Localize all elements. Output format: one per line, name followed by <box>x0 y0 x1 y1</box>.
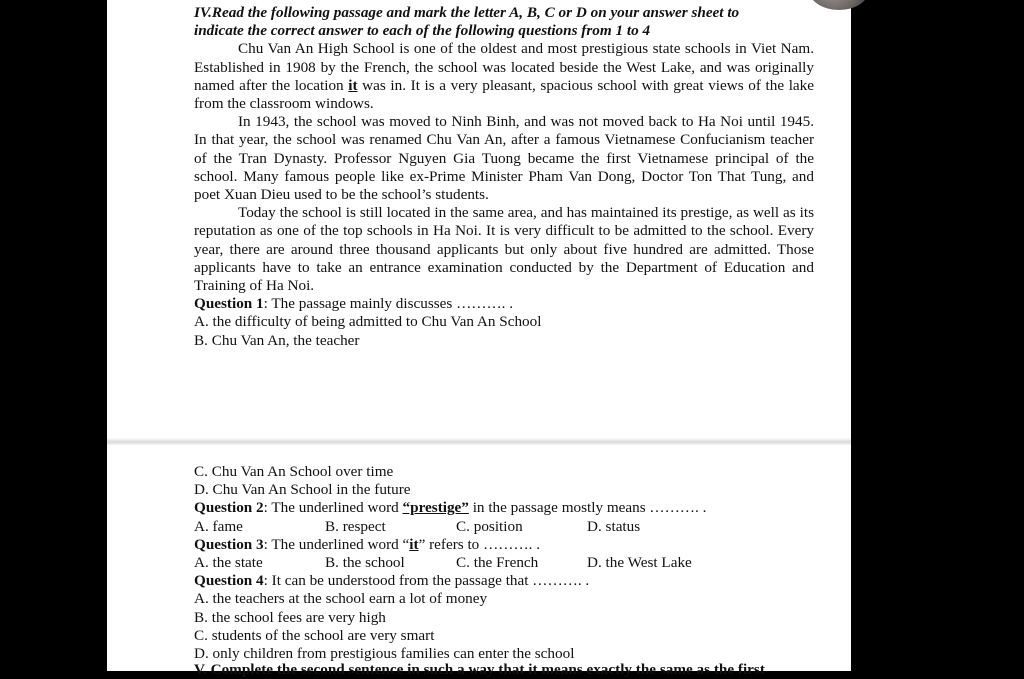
question-2-label: Question 2 <box>194 499 264 517</box>
question-1-label: Question 1 <box>194 295 264 313</box>
question-3: Question 3: The underlined word “it” refers to ………. . <box>194 535 541 553</box>
question-4: Question 4: It can be understood from the passage that ………. . <box>194 572 590 590</box>
q2-options <box>194 518 814 536</box>
q3-options <box>194 554 814 572</box>
page-1-content <box>194 4 814 350</box>
page-2-content <box>194 463 814 663</box>
underlined-prestige: “prestige” <box>402 499 469 517</box>
q2-option-a[interactable]: A. fame <box>194 517 243 535</box>
passage-paragraph-3: Today the school is still located in the same area, and has maintained its prestige, as well as its reputation as one of the top schools in Ha Noi. It is very difficult to be admitted to the school. Every year, there are around three thousand applicants but only about five hundred are admitted. Those applicants have to take an entrance examination conducted by the Department of Education and Training of Ha Noi. <box>194 204 814 295</box>
question-4-label: Question 4 <box>194 572 264 590</box>
question-2: Question 2: The underlined word “prestige” in the passage mostly means ………. . <box>194 499 707 517</box>
underlined-it-q3: it <box>409 535 419 553</box>
question-3-label: Question 3 <box>194 535 264 553</box>
q2-option-b[interactable]: B. respect <box>325 517 386 535</box>
q3-option-d[interactable]: D. the West Lake <box>587 554 692 572</box>
corner-decoration <box>809 0 869 10</box>
q3-option-a[interactable]: A. the state <box>194 554 263 572</box>
passage-paragraph-1: Chu Van An High School is one of the oldest and most prestigious state schools in Viet Nam. Established in 1908 by the French, the school was located beside the West Lake, and was originally named after the location it was in. It is a very pleasant, spacious school with great views of the lake from the classroom windows. <box>194 40 814 113</box>
q1-option-c[interactable]: C. Chu Van An School over time <box>194 463 394 480</box>
q2-option-c[interactable]: C. position <box>456 517 523 535</box>
next-section-header-partial: V. Complete the second sentence in such a way that it means exactly the same as the first <box>194 661 765 678</box>
q1-option-d[interactable]: D. Chu Van An School in the future <box>194 481 411 499</box>
underlined-it: it <box>348 76 358 94</box>
section-header-line-1: IV.Read the following passage and mark the letter A, B, C or D on your answer sheet to <box>194 4 740 21</box>
question-1: Question 1: The passage mainly discusses ………. . <box>194 295 514 313</box>
document-page-2 <box>107 445 851 678</box>
document-page-1 <box>107 0 851 440</box>
q4-option-a[interactable]: A. the teachers at the school earn a lot of money <box>194 590 488 608</box>
q1-option-b[interactable]: B. Chu Van An, the teacher <box>194 331 360 349</box>
q1-option-a[interactable]: A. the difficulty of being admitted to Chu Van An School <box>194 313 542 331</box>
q4-option-b[interactable]: B. the school fees are very high <box>194 608 386 626</box>
q4-option-d[interactable]: D. only children from prestigious families can enter the school <box>194 645 575 663</box>
q4-option-c[interactable]: C. students of the school are very smart <box>194 626 435 644</box>
passage-paragraph-2: In 1943, the school was moved to Ninh Binh, and was not moved back to Ha Noi until 1945. In that year, the school was renamed Chu Van An, after a famous Vietnamese Confucianism teacher of the Tran Dynasty. Professor Nguyen Gia Tuong became the first Vietnamese principal of the school. Many famous people like ex-Prime Minister Pham Van Dong, Doctor Ton That Tung, and poet Xuan Dieu used to be the school’s students. <box>194 113 814 204</box>
q2-option-d[interactable]: D. status <box>587 517 641 535</box>
section-header-line-2: indicate the correct answer to each of the following questions from 1 to 4 <box>194 22 651 40</box>
q3-option-b[interactable]: B. the school <box>325 554 405 572</box>
q3-option-c[interactable]: C. the French <box>456 554 539 572</box>
